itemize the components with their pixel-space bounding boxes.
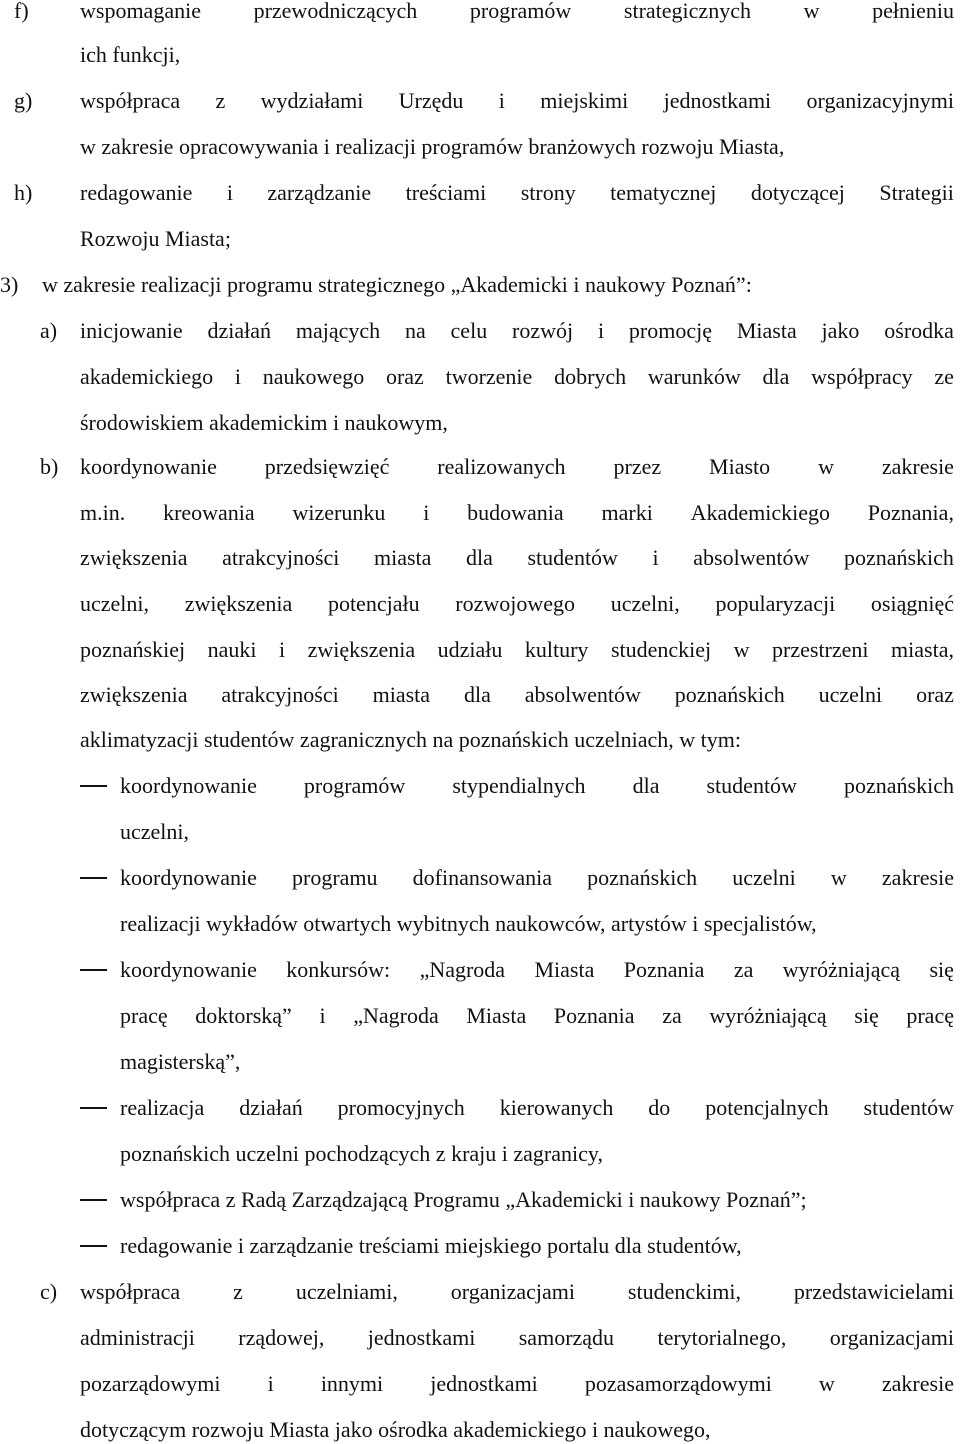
word: inicjowanie	[80, 318, 183, 343]
word: zwiększenia	[184, 591, 293, 616]
word: oraz	[916, 682, 954, 707]
word: Poznania,	[867, 500, 954, 525]
word: wyróżniającą	[782, 957, 901, 982]
word: zakresie	[881, 1371, 954, 1396]
word: Poznania	[553, 1003, 635, 1028]
word: studenckimi,	[627, 1279, 741, 1304]
text-line	[80, 364, 954, 390]
text-line: poznańskich uczelni pochodzących z kraju i zagranicy,	[120, 1141, 603, 1166]
word: Poznania	[623, 957, 705, 982]
word: i	[423, 500, 430, 525]
word: pracę	[120, 1003, 168, 1028]
word: przedsięwzięć	[264, 454, 390, 479]
word: kultury	[524, 637, 589, 662]
word: w	[803, 0, 820, 23]
word: przestrzeni	[772, 637, 869, 662]
word: w	[818, 1371, 835, 1396]
word: programów	[303, 773, 406, 798]
word: poznańskich	[674, 682, 785, 707]
word: nauki	[207, 637, 257, 662]
word: się	[929, 957, 954, 982]
word: promocję	[628, 318, 712, 343]
section-marker: 3)	[0, 272, 19, 297]
text-line: współpraca z Radą Zarządzającą Programu „Akademicki i naukowy Poznań”;	[120, 1187, 807, 1212]
word: studenckiej	[610, 637, 712, 662]
list-marker: h)	[14, 180, 33, 205]
word: studentów	[863, 1095, 954, 1120]
word: celu	[450, 318, 488, 343]
word: rozwój	[512, 318, 574, 343]
text-line	[80, 500, 954, 526]
word: udziału	[437, 637, 503, 662]
word: przedstawicielami	[793, 1279, 954, 1304]
word: poznańskich	[587, 865, 698, 890]
section-heading: w zakresie realizacji programu strategicznego „Akademicki i naukowy Poznań”:	[42, 272, 752, 297]
word: osiągnięć	[870, 591, 954, 616]
text-line: aklimatyzacji studentów zagranicznych na poznańskich uczelniach, w tym:	[80, 727, 741, 752]
word: jako	[821, 318, 860, 343]
text-line	[120, 773, 954, 799]
word: dofinansowania	[412, 865, 552, 890]
word: Miasta	[534, 957, 595, 982]
word: terytorialnego,	[657, 1325, 787, 1350]
word: marki	[601, 500, 653, 525]
word: administracji	[80, 1325, 195, 1350]
text-line: środowiskiem akademickim i naukowym,	[80, 410, 448, 435]
word: za	[662, 1003, 682, 1028]
word: dla	[463, 682, 491, 707]
word: dobrych	[554, 364, 627, 389]
word: warunków	[647, 364, 741, 389]
word: ośrodka	[884, 318, 954, 343]
word: oraz	[385, 364, 424, 389]
word: poznańskiej	[80, 637, 186, 662]
text-line: magisterską”,	[120, 1049, 241, 1074]
word: zakresie	[881, 865, 954, 890]
word: absolwentów	[524, 682, 641, 707]
word: Akademickiego	[690, 500, 830, 525]
word: jednostkami	[367, 1325, 476, 1350]
word: tematycznej	[610, 180, 717, 205]
dash-bullet-icon	[80, 1107, 107, 1109]
word: treściami	[405, 180, 487, 205]
word: budowania	[467, 500, 564, 525]
dash-bullet-icon	[80, 1199, 107, 1201]
word: absolwentów	[693, 545, 810, 570]
word: współpraca	[80, 1279, 181, 1304]
word: i	[319, 1003, 326, 1028]
word: na	[404, 318, 426, 343]
word: atrakcyjności	[222, 545, 340, 570]
word: pozarządowymi	[80, 1371, 221, 1396]
word: Miasto	[709, 454, 771, 479]
word: w	[733, 637, 750, 662]
word: atrakcyjności	[221, 682, 339, 707]
text-line	[120, 1095, 954, 1121]
text-line	[120, 865, 954, 891]
word: Miasta	[736, 318, 797, 343]
text-line	[80, 545, 954, 571]
word: miasta	[373, 545, 432, 570]
text-line	[80, 637, 954, 663]
word: zarządzanie	[267, 180, 372, 205]
text-line	[80, 1371, 954, 1397]
word: Strategii	[879, 180, 954, 205]
word: dla	[466, 545, 493, 570]
word: współpracy	[811, 364, 913, 389]
word: do	[648, 1095, 671, 1120]
word: strategicznych	[623, 0, 751, 23]
word: działań	[207, 318, 271, 343]
word: zwiększenia	[80, 682, 188, 707]
word: jednostkami	[430, 1371, 538, 1396]
word: z	[233, 1279, 243, 1304]
word: popularyzacji	[715, 591, 836, 616]
text-line: redagowanie i zarządzanie treściami miejskiego portalu dla studentów,	[120, 1233, 742, 1258]
word: pracę	[906, 1003, 954, 1028]
word: uczelni	[818, 682, 883, 707]
text-line: uczelni,	[120, 819, 190, 844]
list-marker: g)	[14, 88, 33, 113]
word: realizowanych	[437, 454, 566, 479]
word: i	[597, 318, 605, 343]
dash-bullet-icon	[80, 877, 107, 879]
word: realizacja	[120, 1095, 205, 1120]
word: organizacjami	[829, 1325, 954, 1350]
list-marker: b)	[40, 454, 59, 479]
word: współpraca	[80, 88, 181, 113]
word: studentów	[527, 545, 618, 570]
word: wyróżniającą	[709, 1003, 827, 1028]
text-line: dotyczącym rozwoju Miasta jako ośrodka akademickiego i naukowego,	[80, 1417, 711, 1442]
word: mających	[295, 318, 381, 343]
word: tworzenie	[445, 364, 533, 389]
word: działań	[239, 1095, 303, 1120]
word: strony	[520, 180, 576, 205]
word: uczelniami,	[295, 1279, 398, 1304]
list-marker: a)	[40, 318, 58, 343]
word: i	[267, 1371, 274, 1396]
text-line	[80, 88, 954, 114]
word: samorządu	[518, 1325, 615, 1350]
word: potencjału	[327, 591, 420, 616]
text-line	[80, 1325, 954, 1351]
word: „Nagroda	[419, 957, 506, 982]
text-line	[80, 454, 954, 480]
word: poznańskich	[843, 773, 954, 798]
text-line	[80, 318, 954, 344]
word: rządowej,	[238, 1325, 325, 1350]
word: zwiększenia	[307, 637, 416, 662]
word: organizacjami	[450, 1279, 575, 1304]
word: dotyczącej	[750, 180, 845, 205]
word: pełnieniu	[872, 0, 954, 23]
word: uczelni,	[610, 591, 680, 616]
word: promocyjnych	[337, 1095, 465, 1120]
word: wydziałami	[260, 88, 364, 113]
word: uczelni,	[80, 591, 150, 616]
word: i	[498, 88, 505, 113]
word: i	[278, 637, 286, 662]
word: wspomaganie	[80, 0, 201, 23]
word: potencjalnych	[705, 1095, 829, 1120]
word: Miasta	[466, 1003, 527, 1028]
word: koordynowanie	[120, 773, 257, 798]
word: kreowania	[163, 500, 255, 525]
text-line	[80, 682, 954, 708]
text-line: ich funkcji,	[80, 42, 181, 67]
word: koordynowanie	[120, 865, 257, 890]
word: zwiększenia	[80, 545, 188, 570]
word: konkursów:	[286, 957, 391, 982]
word: studentów	[706, 773, 797, 798]
word: doktorską”	[195, 1003, 292, 1028]
word: za	[733, 957, 754, 982]
word: pozasamorządowymi	[584, 1371, 772, 1396]
word: stypendialnych	[452, 773, 586, 798]
word: przewodniczących	[253, 0, 418, 23]
word: w	[830, 865, 847, 890]
word: w	[818, 454, 834, 479]
word: rozwojowego	[455, 591, 576, 616]
text-line: w zakresie opracowywania i realizacji programów branżowych rozwoju Miasta,	[80, 134, 785, 159]
word: miasta,	[891, 637, 954, 662]
word: „Nagroda	[353, 1003, 439, 1028]
text-line	[120, 957, 954, 983]
text-line	[80, 180, 954, 206]
word: koordynowanie	[120, 957, 257, 982]
word: programów	[469, 0, 572, 23]
word: się	[854, 1003, 879, 1028]
text-line	[80, 591, 954, 617]
word: i	[226, 180, 233, 205]
word: jednostkami	[663, 88, 772, 113]
word: redagowanie	[80, 180, 193, 205]
dash-bullet-icon	[80, 969, 107, 971]
word: kierowanych	[499, 1095, 614, 1120]
word: ze	[934, 364, 954, 389]
text-line	[80, 0, 954, 24]
text-line	[80, 1279, 954, 1305]
word: miejskimi	[540, 88, 629, 113]
word: z	[215, 88, 226, 113]
word: miasta	[372, 682, 431, 707]
word: m.in.	[80, 500, 126, 525]
word: naukowego	[262, 364, 365, 389]
list-marker: f)	[14, 0, 29, 23]
word: Urzędu	[398, 88, 464, 113]
word: programu	[292, 865, 378, 890]
dash-bullet-icon	[80, 1245, 107, 1247]
word: koordynowanie	[80, 454, 217, 479]
word: dla	[632, 773, 660, 798]
word: organizacyjnymi	[806, 88, 954, 113]
word: akademickiego	[80, 364, 214, 389]
text-line	[120, 1003, 954, 1029]
text-line: Rozwoju Miasta;	[80, 226, 231, 251]
list-marker: c)	[40, 1279, 58, 1304]
word: poznańskich	[843, 545, 954, 570]
dash-bullet-icon	[80, 785, 107, 787]
word: zakresie	[881, 454, 954, 479]
word: wizerunku	[292, 500, 386, 525]
word: przez	[613, 454, 662, 479]
word: i	[652, 545, 659, 570]
word: uczelni	[732, 865, 796, 890]
word: i	[234, 364, 242, 389]
word: dla	[762, 364, 790, 389]
word: innymi	[320, 1371, 384, 1396]
text-line: realizacji wykładów otwartych wybitnych naukowców, artystów i specjalistów,	[120, 911, 817, 936]
